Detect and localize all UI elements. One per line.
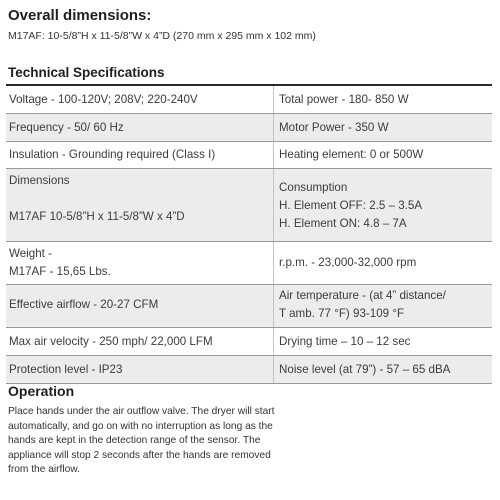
spec-cell-right: Drying time – 10 – 12 sec bbox=[279, 335, 411, 348]
spec-row-frequency bbox=[6, 114, 492, 142]
operation-line: automatically, and go on with no interruption as long as the bbox=[8, 420, 273, 432]
spec-cell-right: r.p.m. - 23,000-32,000 rpm bbox=[279, 256, 417, 269]
spec-cell-left: Dimensions bbox=[9, 174, 70, 187]
spec-row-dimensions bbox=[6, 169, 492, 242]
spec-row-weight bbox=[6, 242, 492, 285]
column-divider bbox=[273, 242, 274, 284]
technical-specifications-title: Technical Specifications bbox=[8, 65, 165, 80]
spec-cell-right: Heating element: 0 or 500W bbox=[279, 148, 424, 161]
spec-row-airflow bbox=[6, 285, 492, 328]
spec-row-voltage bbox=[6, 86, 492, 114]
spec-cell-right: H. Element OFF: 2.5 – 3.5A bbox=[279, 199, 423, 212]
spec-row-insulation bbox=[6, 142, 492, 169]
spec-cell-right: T amb. 77 °F) 93-109 °F bbox=[279, 307, 405, 320]
spec-cell-left: Frequency - 50/ 60 Hz bbox=[9, 121, 124, 134]
spec-cell-left: M17AF 10-5/8”H x 11-5/8”W x 4”D bbox=[9, 210, 185, 223]
operation-title: Operation bbox=[8, 383, 75, 399]
spec-cell-right: Noise level (at 79”) - 57 – 65 dBA bbox=[279, 363, 451, 376]
spec-cell-left: Effective airflow - 20-27 CFM bbox=[9, 298, 159, 311]
spec-cell-left: M17AF - 15,65 Lbs. bbox=[9, 265, 111, 278]
spec-row-protection bbox=[6, 356, 492, 384]
spec-cell-left: Insulation - Grounding required (Class I) bbox=[9, 148, 216, 161]
spec-cell-right: Air temperature - (at 4” distance/ bbox=[279, 289, 446, 302]
spec-cell-right: Motor Power - 350 W bbox=[279, 121, 389, 134]
spec-cell-left: Voltage - 100-120V; 208V; 220-240V bbox=[9, 93, 198, 106]
spec-cell-right: Consumption bbox=[279, 181, 348, 194]
column-divider bbox=[273, 328, 274, 355]
operation-line: hands are kept in the detection range of the sensor. The bbox=[8, 435, 261, 447]
column-divider bbox=[273, 356, 274, 383]
column-divider bbox=[273, 114, 274, 141]
spec-cell-right: H. Element ON: 4.8 – 7A bbox=[279, 217, 407, 230]
spec-cell-left: Weight - bbox=[9, 247, 52, 260]
column-divider bbox=[273, 285, 274, 327]
spec-row-air-velocity bbox=[6, 328, 492, 356]
column-divider bbox=[273, 142, 274, 168]
operation-line: from the airflow. bbox=[8, 464, 80, 476]
column-divider bbox=[273, 86, 274, 113]
spec-cell-left: Protection level - IP23 bbox=[9, 363, 123, 376]
operation-text bbox=[8, 405, 308, 478]
spec-cell-left: Max air velocity - 250 mph/ 22,000 LFM bbox=[9, 335, 213, 348]
overall-dimensions-title: Overall dimensions: bbox=[8, 7, 152, 24]
overall-dimensions-line: M17AF: 10-5/8”H x 11-5/8”W x 4”D (270 mm x 295 mm x 102 mm) bbox=[8, 30, 316, 42]
operation-line: appliance will stop 2 seconds after the hands are removed bbox=[8, 449, 271, 461]
spec-table bbox=[6, 86, 492, 384]
spec-cell-right: Total power - 180- 850 W bbox=[279, 93, 409, 106]
column-divider bbox=[273, 169, 274, 241]
operation-line: Place hands under the air outflow valve. The dryer will start bbox=[8, 406, 275, 417]
